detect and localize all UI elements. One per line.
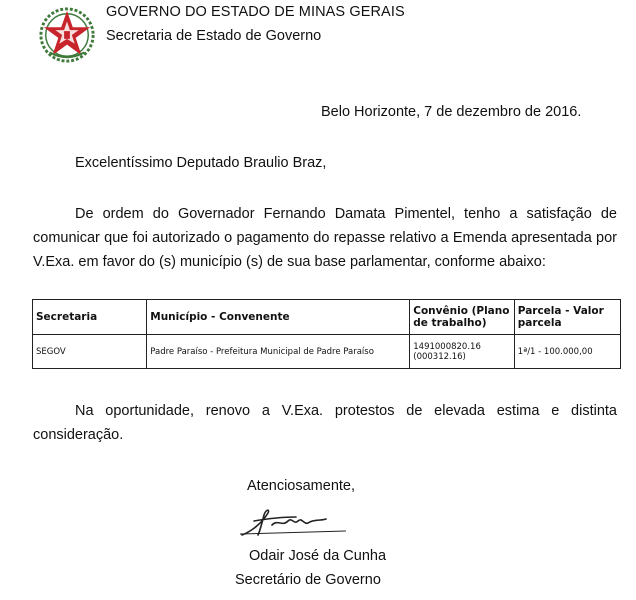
letterhead-government: GOVERNO DO ESTADO DE MINAS GERAIS bbox=[106, 4, 405, 20]
table-header-row bbox=[33, 300, 621, 335]
cell-parcela: 1ª/1 - 100.000,00 bbox=[514, 335, 620, 369]
cell-secretaria: SEGOV bbox=[33, 335, 147, 369]
letterhead-secretariat: Secretaria de Estado de Governo bbox=[106, 28, 322, 44]
cell-convenio: 1491000820.16 (000312.16) bbox=[410, 335, 515, 369]
header-secretaria: Secretaria bbox=[33, 300, 147, 335]
closing: Atenciosamente, bbox=[247, 478, 356, 494]
coat-of-arms-icon bbox=[38, 6, 96, 64]
cell-municipio: Padre Paraíso - Prefeitura Municipal de Padre Paraíso bbox=[147, 335, 410, 369]
header-parcela: Parcela - Valor parcela bbox=[514, 300, 620, 335]
header-municipio: Município - Convenente bbox=[147, 300, 410, 335]
payment-table bbox=[32, 299, 621, 369]
signer-name: Odair José da Cunha bbox=[249, 548, 387, 564]
table-row bbox=[33, 335, 621, 369]
salutation: Excelentíssimo Deputado Braulio Braz, bbox=[75, 155, 327, 171]
body-paragraph-1: De ordem do Governador Fernando Damata Pimentel, tenho a satisfação de comunicar que foi autorizado o pagamento do repasse relativo a Emenda apresentada por V.Exa. em favor do (s) município (s) de sua base parlamentar, conforme abaixo: bbox=[33, 206, 617, 270]
header-convenio: Convênio (Plano de trabalho) bbox=[410, 300, 515, 335]
body-paragraph-2: Na oportunidade, renovo a V.Exa. protestos de elevada estima e distinta consideração. bbox=[33, 403, 617, 443]
handwritten-signature bbox=[236, 505, 348, 539]
signer-title: Secretário de Governo bbox=[235, 572, 381, 588]
date-line: Belo Horizonte, 7 de dezembro de 2016. bbox=[321, 104, 582, 120]
